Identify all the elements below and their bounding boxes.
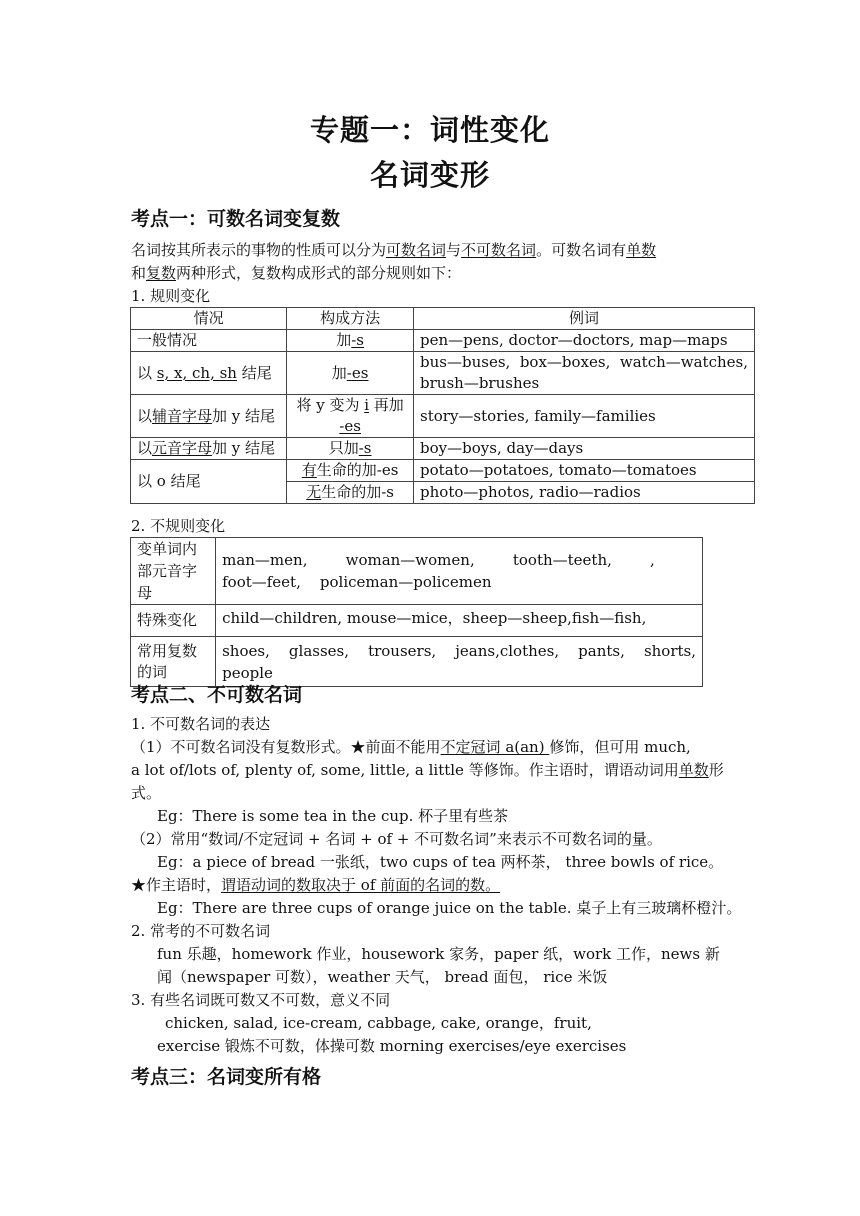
table-row bbox=[131, 538, 703, 605]
table-row bbox=[131, 637, 703, 687]
table-cell: bus—buses, box—boxes, watch—watches, brush—brushes bbox=[414, 352, 755, 395]
page-subtitle: 名词变形 bbox=[369, 158, 490, 192]
table-cell: man—men, woman—women, tooth—teeth, , foot—feet, policeman—policemen bbox=[216, 538, 703, 605]
text-line: Eg：a piece of bread 一张纸，two cups of tea 两杯茶， three bowls of rice。 bbox=[157, 853, 724, 871]
table-cell: 加-s bbox=[287, 330, 414, 352]
text-line: （1）不可数名词没有复数形式。★前面不能用不定冠词 a(an) 修饰，但可用 much, bbox=[131, 738, 691, 756]
table-row bbox=[131, 352, 755, 395]
table-cell: potato—potatoes, tomato—tomatoes bbox=[414, 460, 755, 482]
text-line: 闻（newspaper 可数），weather 天气， bread 面包， rice 米饭 bbox=[157, 968, 608, 986]
text-line: （2）常用“数词/不定冠词 + 名词 + of + 不可数名词”来表示不可数名词的量。 bbox=[131, 830, 662, 848]
table-row bbox=[131, 330, 755, 352]
table-cell: boy—boys, day—days bbox=[414, 438, 755, 460]
page-title: 专题一：词性变化 bbox=[309, 113, 550, 147]
table-row bbox=[131, 605, 703, 637]
text-line: 式。 bbox=[131, 784, 162, 802]
table-cell: story—stories, family—families bbox=[414, 395, 755, 438]
table-cell: 无生命的加-s bbox=[287, 482, 414, 504]
table-cell: 一般情况 bbox=[131, 330, 287, 352]
table-header: 例词 bbox=[414, 308, 755, 330]
text-line: Eg：There is some tea in the cup. 杯子里有些茶 bbox=[157, 807, 509, 825]
text-line: 3. 有些名词既可数又不可数，意义不同 bbox=[131, 991, 391, 1009]
section-heading-2: 考点二、不可数名词 bbox=[131, 684, 303, 706]
table-cell: 以 s, x, ch, sh 结尾 bbox=[131, 352, 287, 395]
text-line: 2. 常考的不可数名词 bbox=[131, 922, 271, 940]
text-line: ★作主语时，谓语动词的数取决于 of 前面的名词的数。 bbox=[131, 876, 501, 894]
text-line: 1. 不可数名词的表达 bbox=[131, 715, 271, 733]
table-cell: 加-es bbox=[287, 352, 414, 395]
table-row bbox=[131, 395, 755, 438]
table-row bbox=[131, 438, 755, 460]
table-cell: 变单词内部元音字 母 bbox=[131, 538, 216, 605]
table-cell: 特殊变化 bbox=[131, 605, 216, 637]
text-line: chicken, salad, ice-cream, cabbage, cake, orange，fruit, bbox=[165, 1014, 592, 1032]
rule-1-label: 1. 规则变化 bbox=[131, 287, 211, 305]
text-line: a lot of/lots of, plenty of, some, little, a little 等修饰。作主语时，谓语动词用单数形 bbox=[131, 761, 724, 779]
table-cell: pen—pens, doctor—doctors, map—maps bbox=[414, 330, 755, 352]
table-header: 构成方法 bbox=[287, 308, 414, 330]
table-cell: 有生命的加-es bbox=[287, 460, 414, 482]
intro-line-2: 和复数两种形式，复数构成形式的部分规则如下： bbox=[131, 264, 462, 282]
table-cell: shoes, glasses, trousers, jeans,clothes, pants, shorts, people bbox=[216, 637, 703, 687]
table-cell: photo—photos, radio—radios bbox=[414, 482, 755, 504]
rule-2-label: 2. 不规则变化 bbox=[131, 517, 226, 535]
regular-plural-table bbox=[130, 307, 755, 504]
table-header: 情况 bbox=[131, 308, 287, 330]
table-cell: 以 o 结尾 bbox=[131, 460, 287, 504]
text-line: exercise 锻炼不可数，体操可数 morning exercises/eye exercises bbox=[157, 1037, 627, 1055]
section-heading-3: 考点三：名词变所有格 bbox=[131, 1066, 322, 1088]
text-line: fun 乐趣，homework 作业，housework 家务，paper 纸，work 工作，news 新 bbox=[157, 945, 720, 963]
section-heading-1: 考点一：可数名词变复数 bbox=[131, 208, 341, 230]
irregular-plural-table bbox=[130, 537, 703, 687]
table-cell: child—children, mouse—mice，sheep—sheep,fish—fish, bbox=[216, 605, 703, 637]
table-cell: 以元音字母加 y 结尾 bbox=[131, 438, 287, 460]
table-cell: 将 y 变为 i 再加 -es bbox=[287, 395, 414, 438]
text-line: Eg：There are three cups of orange juice on the table. 桌子上有三玻璃杯橙汁。 bbox=[157, 899, 742, 917]
table-cell: 以辅音字母加 y 结尾 bbox=[131, 395, 287, 438]
table-header-row bbox=[131, 308, 755, 330]
intro-line-1: 名词按其所表示的事物的性质可以分为可数名词与不可数名词。可数名词有单数 bbox=[131, 241, 657, 259]
table-cell: 只加-s bbox=[287, 438, 414, 460]
table-row bbox=[131, 460, 755, 482]
table-cell: 常用复数的词 bbox=[131, 637, 216, 687]
